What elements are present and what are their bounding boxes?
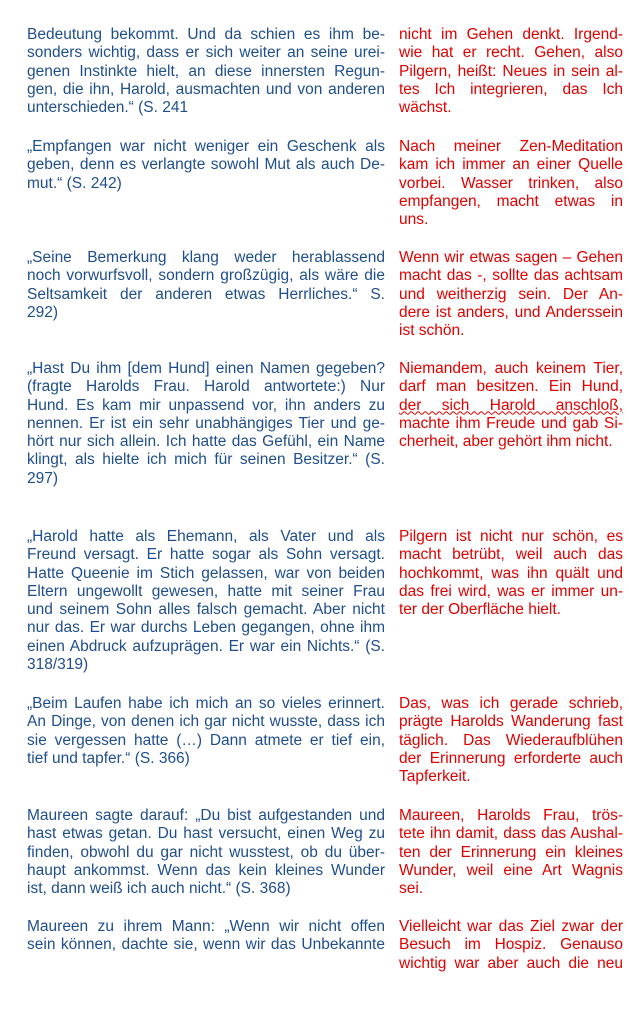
text-line: tete ihn damit, dass das Aushal- <box>399 825 623 843</box>
text-line: nennen. Er ist ein sehr unabhängiges Tier und ge- <box>27 414 385 432</box>
text-line: klingt, als hielte ich mich für seinen Besitzer.“ (S. <box>27 451 385 469</box>
quote-text <box>27 695 385 768</box>
text-line: wichtig war aber auch die neu <box>399 954 623 972</box>
text-line: empfangen, macht etwas in <box>399 192 623 210</box>
quote-text <box>27 528 385 674</box>
text-line: Das, was ich gerade schrieb, <box>399 695 623 712</box>
text-line: 292) <box>27 303 59 321</box>
quote-text <box>27 138 385 193</box>
text-line: Pilgern, heißt: Neues in sein al- <box>399 62 623 80</box>
text-line: wie hat er recht. Gehen, also <box>399 44 623 62</box>
text-line: Pilgern ist nicht nur schön, es <box>399 528 623 545</box>
quote-text <box>27 807 385 898</box>
comment-text <box>399 26 623 117</box>
text-line: Vielleicht war das Ziel zwar der <box>399 918 623 935</box>
text-line: Bedeutung bekommt. Und da schien es ihm be- <box>27 26 385 43</box>
text-line: Freund versagt. Er hatte sogar als Sohn versagt. <box>27 546 385 564</box>
text-line: „Empfangen war nicht weniger ein Geschenk als <box>27 138 385 155</box>
text-line: 297) <box>27 469 59 487</box>
text-line: „Harold hatte als Ehemann, als Vater und als <box>27 528 385 545</box>
comment-text <box>399 695 623 786</box>
text-line: sonders wichtig, dass er sich weiter an seine urei- <box>27 44 385 62</box>
text-line: machte ihm Freude und gab Si- <box>399 414 623 432</box>
text-line: Hund. Es kam mir unpassend vor, ihn anders zu <box>27 396 385 414</box>
comment-text <box>399 249 623 340</box>
text-line: wächst. <box>399 99 452 117</box>
text-line: dere ist anders, und Anderssein <box>399 303 623 321</box>
text-line: (fragte Harolds Frau. Harold antwortete:) Nur <box>27 378 385 396</box>
text-line: Maureen, Harolds Frau, trös- <box>399 807 623 824</box>
text-line: Maureen zu ihrem Mann: „Wenn wir nicht offen <box>27 918 385 935</box>
text-line-spellcheck-marked: der sich Harold anschloß, <box>399 396 623 414</box>
text-line: macht das -, sollte das achtsam <box>399 267 623 285</box>
text-line: und seinem Sohn alles falsch gemacht. Aber nicht <box>27 601 385 619</box>
text-line: nicht im Gehen denkt. Irgend- <box>399 26 623 43</box>
text-line: hört nur sich allein. Ich hatte das Gefühl, ein Name <box>27 433 385 451</box>
text-line: Wunder, weil eine Art Wagnis <box>399 861 623 879</box>
text-line: sein können, dachte sie, wenn wir das Unbekannte <box>27 936 385 954</box>
text-line: vorbei. Wasser trinken, also <box>399 174 623 192</box>
text-line: „Hast Du ihm [dem Hund] einen Namen gegeben? <box>27 360 385 377</box>
text-line: „Seine Bemerkung klang weder herablassend <box>27 249 385 266</box>
text-line: Nach meiner Zen-Meditation <box>399 138 623 155</box>
text-line: Besuch im Hospiz. Genauso <box>399 936 623 954</box>
text-line: Wenn wir etwas sagen – Gehen <box>399 249 623 266</box>
text-line: Niemandem, auch keinem Tier, <box>399 360 623 377</box>
text-line: Eltern ungewollt gewesen, hatte mit seiner Frau <box>27 582 385 600</box>
text-line: und weitherzig sein. Der An- <box>399 285 623 303</box>
text-line: uns. <box>399 211 429 229</box>
text-line: Seltsamkeit der anderen etwas Herrliches.“ S. <box>27 285 385 303</box>
text-line: cherheit, aber gehört ihm nicht. <box>399 433 613 451</box>
text-line: tes Ich integrieren, das Ich <box>399 80 623 98</box>
text-line: Maureen sagte darauf: „Du bist aufgestanden und <box>27 807 385 824</box>
text-line: prägte Harolds Wanderung fast <box>399 713 623 731</box>
text-line: darf man besitzen. Ein Hund, <box>399 378 623 396</box>
quote-text <box>27 918 385 955</box>
text-line: tief und tapfer.“ (S. 366) <box>27 749 190 767</box>
text-line: ist schön. <box>399 322 465 340</box>
text-line: sie vergessen hatte (…) Dann atmete er tief ein, <box>27 731 385 749</box>
text-line: ist, dann weiß ich auch nicht.“ (S. 368) <box>27 880 291 898</box>
text-line: sei. <box>399 880 424 898</box>
text-line: An Dinge, von denen ich gar nicht wusste, dass ich <box>27 713 385 731</box>
text-line: nur das. Er war durchs Leben gegangen, ohne ihm <box>27 619 385 637</box>
text-line: unterschieden.“ (S. 241 <box>27 99 189 117</box>
quote-text <box>27 360 385 488</box>
text-line: genen Instinkte hielt, an diese innersten Regun- <box>27 62 385 80</box>
text-line: der Erinnerung erforderte auch <box>399 749 623 767</box>
text-line: ten der Erinnerung ein kleines <box>399 843 623 861</box>
text-line: hochkommt, was ihn quält und <box>399 564 623 582</box>
text-line: Hatte Queenie im Stich gelassen, war von beiden <box>27 564 385 582</box>
text-line: täglich. Das Wiederaufblühen <box>399 731 623 749</box>
text-line: geben, denn es verlangte sowohl Mut als auch De- <box>27 156 385 174</box>
text-line: noch vorwurfsvoll, sondern großzügig, als wäre die <box>27 267 385 285</box>
text-line: kam ich immer an einer Quelle <box>399 156 623 174</box>
comment-text <box>399 138 623 229</box>
text-line: das frei wird, was er immer un- <box>399 582 623 600</box>
text-line: finden, obwohl du gar nicht wusstest, ob du über- <box>27 843 385 861</box>
comment-text <box>399 918 623 973</box>
quote-text <box>27 249 385 322</box>
text-line: ter der Oberfläche hielt. <box>399 601 561 619</box>
comment-text <box>399 807 623 898</box>
text-line: hast etwas getan. Du hast versucht, einen Weg zu <box>27 825 385 843</box>
text-line: 318/319) <box>27 656 89 674</box>
text-line: haupt ankommst. Wenn das kein kleines Wunder <box>27 861 385 879</box>
comment-text <box>399 528 623 619</box>
comment-text <box>399 360 623 451</box>
text-line: macht betrübt, weil auch das <box>399 546 623 564</box>
quote-text <box>27 26 385 117</box>
text-line: Tapferkeit. <box>399 768 471 786</box>
text-line: gen, die ihn, Harold, ausmachten und von anderen <box>27 80 385 98</box>
text-line: „Beim Laufen habe ich mich an so vieles erinnert. <box>27 695 385 712</box>
text-line: einen Abdruck aufzuprägen. Er war ein Nichts.“ (S. <box>27 637 385 655</box>
text-line: mut.“ (S. 242) <box>27 174 122 192</box>
